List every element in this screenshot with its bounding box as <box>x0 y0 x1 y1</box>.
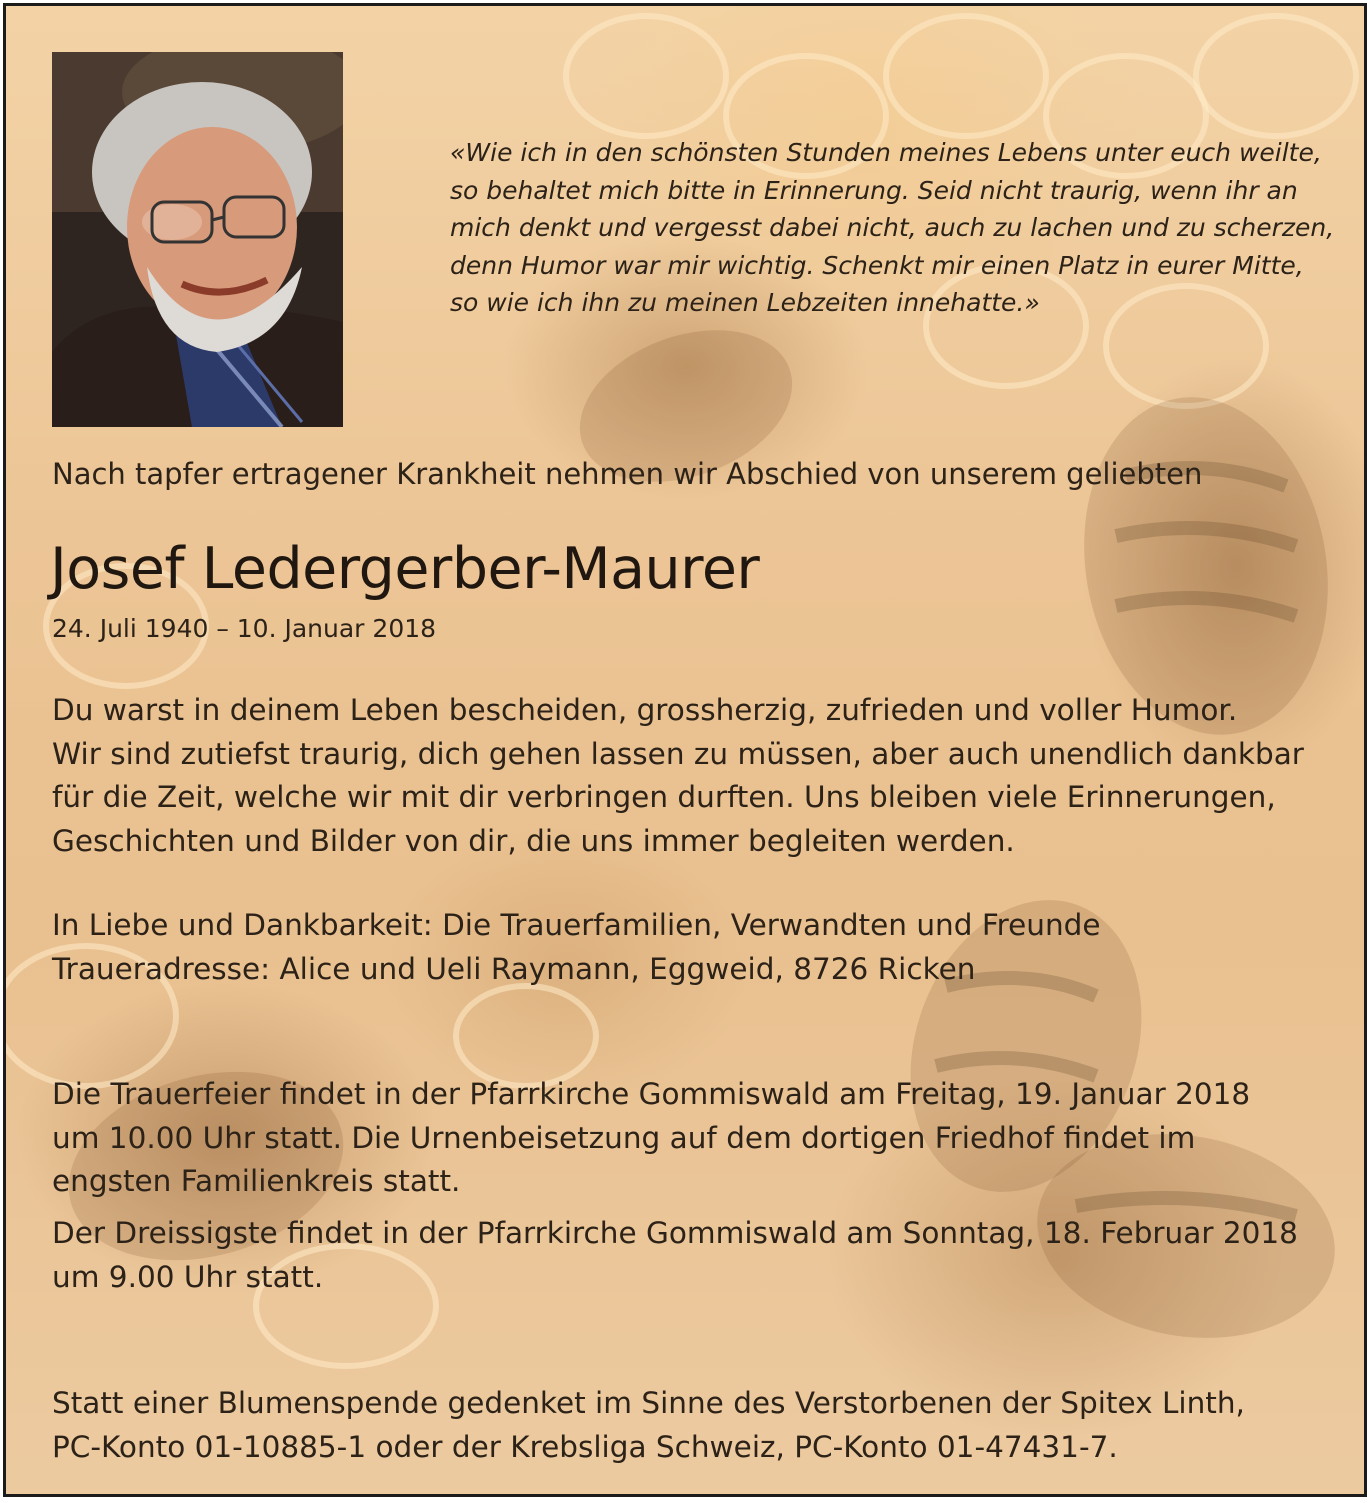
funeral-line: um 10.00 Uhr statt. Die Urnenbeisetzung auf dem dortigen Friedhof findet im <box>52 1120 1196 1155</box>
donation-line: PC-Konto 01-10885-1 oder der Krebsliga Schweiz, PC-Konto 01-47431-7. <box>52 1429 1118 1464</box>
tribute-line: Wir sind zutiefst traurig, dich gehen lassen zu müssen, aber auch unendlich dankbar <box>52 736 1304 771</box>
memorial-quote <box>450 134 1340 322</box>
quote-line: so behaltet mich bitte in Erinnerung. Seid nicht traurig, wenn ihr an <box>450 175 1298 205</box>
obituary-page <box>3 3 1367 1497</box>
tribute-text <box>52 689 1304 863</box>
funeral-line: Die Trauerfeier findet in der Pfarrkirche Gommiswald am Freitag, 19. Januar 2018 <box>52 1077 1251 1111</box>
donation-line: Statt einer Blumenspende gedenket im Sinne des Verstorbenen der Spitex Linth, <box>52 1386 1245 1420</box>
donation-text <box>52 1382 1245 1469</box>
mourning-address: Traueradresse: Alice und Ueli Raymann, Eggweid, 8726 Ricken <box>52 951 976 986</box>
family-line: In Liebe und Dankbarkeit: Die Trauerfamilien, Verwandten und Freunde <box>52 908 1101 942</box>
funeral-text <box>52 1073 1250 1204</box>
deceased-name: Josef Ledergerber-Maurer <box>50 536 760 602</box>
tribute-line: Du warst in deinem Leben bescheiden, grossherzig, zufrieden und voller Humor. <box>52 693 1238 727</box>
quote-line: «Wie ich in den schönsten Stunden meines Lebens unter euch weilte, <box>450 138 1322 167</box>
thirtieth-line: um 9.00 Uhr statt. <box>52 1259 324 1294</box>
thirtieth-line: Der Dreissigste findet in der Pfarrkirche Gommiswald am Sonntag, 18. Februar 2018 <box>52 1216 1298 1250</box>
quote-line: so wie ich ihn zu meinen Lebzeiten innehatte.» <box>450 288 1040 317</box>
tribute-line: für die Zeit, welche wir mit dir verbringen durften. Uns bleiben viele Erinnerungen, <box>52 780 1276 814</box>
intro-text: Nach tapfer ertragener Krankheit nehmen wir Abschied von unserem geliebten <box>52 457 1203 491</box>
life-dates: 24. Juli 1940 – 10. Januar 2018 <box>52 614 437 643</box>
thirtieth-text <box>52 1212 1298 1299</box>
portrait-icon <box>52 52 343 427</box>
family-text <box>52 904 1101 991</box>
quote-line: mich denkt und vergesst dabei nicht, auch zu lachen und zu scherzen, <box>450 213 1335 242</box>
quote-line: denn Humor war mir wichtig. Schenkt mir einen Platz in eurer Mitte, <box>450 250 1304 280</box>
portrait-photo <box>52 52 343 427</box>
funeral-line: engsten Familienkreis statt. <box>52 1164 461 1198</box>
tribute-line: Geschichten und Bilder von dir, die uns immer begleiten werden. <box>52 823 1015 858</box>
